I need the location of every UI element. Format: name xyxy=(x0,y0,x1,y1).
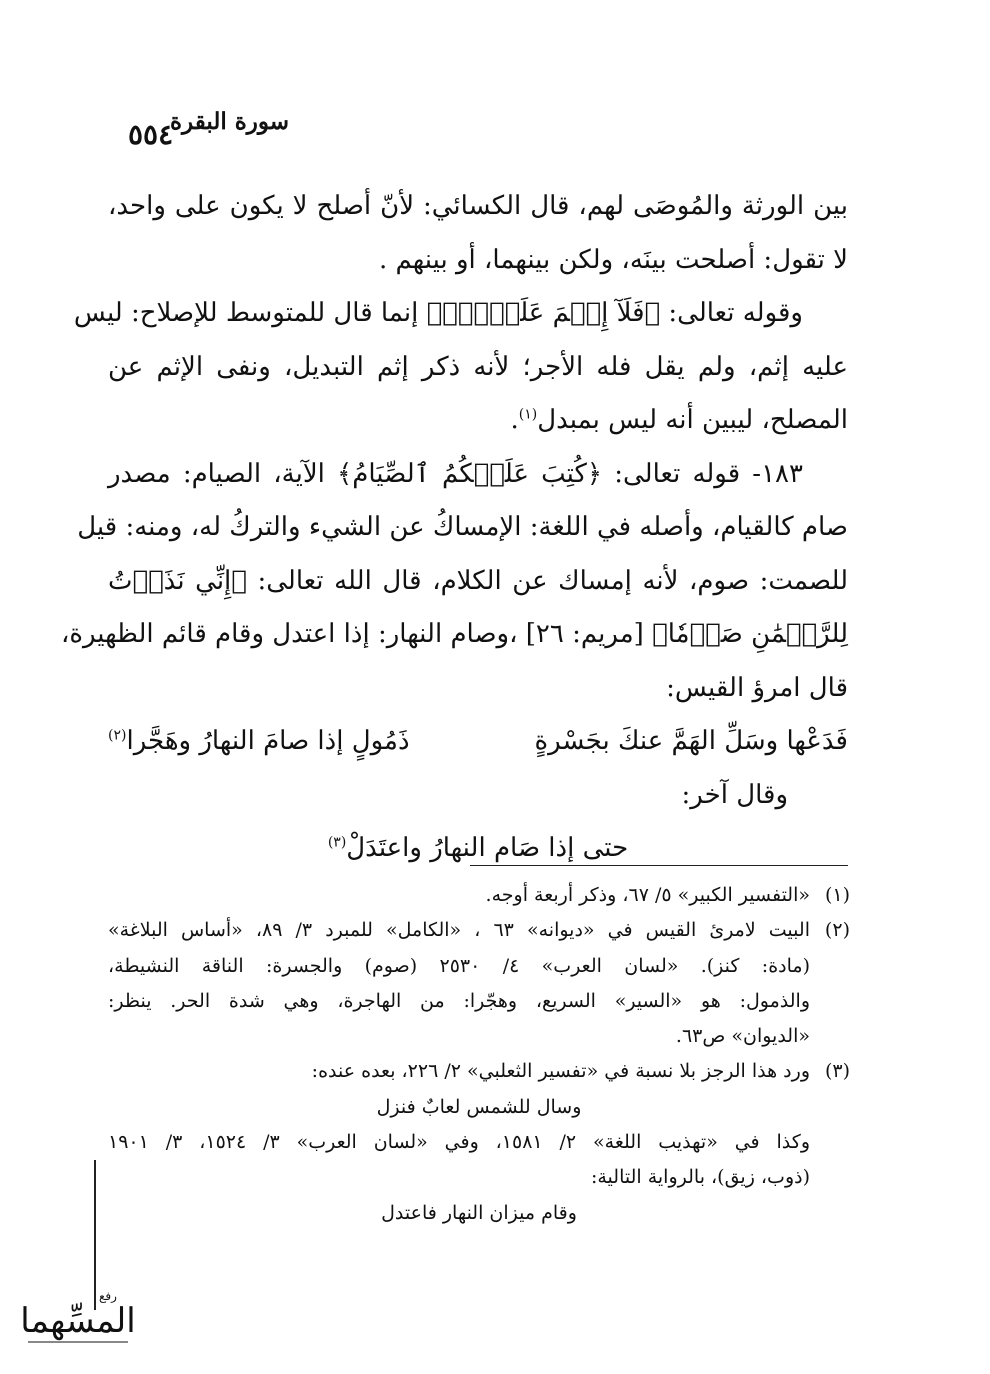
text-line: وقال آخر: xyxy=(681,779,788,810)
main-text xyxy=(60,180,848,876)
quran-quote: ﴿كُتِبَ عَلَيۡكُمُ ٱلصِّيَامُ﴾ xyxy=(337,458,603,489)
footnote-verse: وسال للشمس لعابٌ فنزل xyxy=(376,1095,582,1118)
library-stamp-logo xyxy=(8,1280,148,1360)
text-line: وقوله تعالى: ﴿فَلَآ إِثۡمَ عَلَيۡهِۚ﴾ إنما قال للمتوسط للإصلاح: ليس xyxy=(73,298,803,328)
poetry-verse xyxy=(108,715,848,769)
verse-hemistich-left: ذَمُولٍ إذا صامَ النهارُ وهَجَّرا xyxy=(126,726,410,756)
footnote-ref: (١) xyxy=(518,406,538,423)
text-line: قال امرؤ القيس: xyxy=(666,672,848,703)
text-line: للصمت: صوم، لأنه إمساك عن الكلام، قال الله تعالى: ﴿إِنِّي نَذَرۡتُ xyxy=(108,565,848,596)
footnote: (٢)البيت لامرئ القيس في «ديوانه» ٦٣ ، «الكامل» للمبرد ٣/ ٨٩، «أساس البلاغة» xyxy=(108,919,850,942)
text-line: المصلح، ليبين أنه ليس بمبدل$^{(١)}$. xyxy=(510,405,848,435)
footnote: (١)«التفسير الكبير» ٥/ ٦٧، وذكر أربعة أوجه. xyxy=(485,884,850,906)
footnote-ref: (٣) xyxy=(327,834,347,851)
footnote: (٣)ورد هذا الرجز بلا نسبة في «تفسير الثعلبي» ٢/ ٢٢٦، بعده عنده: xyxy=(311,1060,850,1083)
quran-quote: لِلرَّحۡمَٰنِ صَوۡمٗا﴾ xyxy=(652,619,848,649)
svg-text:رفع: رفع xyxy=(99,1289,117,1303)
surah-title: سورة البقرة xyxy=(170,108,290,135)
footnote-divider xyxy=(470,865,848,866)
footnote-line: وكذا في «تهذيب اللغة» ٢/ ١٥٨١، وفي «لسان العرب» ٣/ ١٥٢٤، ٣/ ١٩٠١ xyxy=(108,1131,810,1154)
poetry-verse: حتى إذا صَام النهارُ واعتَدَلْ$^{(٣)}$ xyxy=(327,833,629,863)
svg-text:المسِّهما: المسِّهما xyxy=(20,1301,136,1341)
footnote-line: والذمول: هو «السير» السريع، وهجّرا: من الهاجرة، وهي شدة الحر. ينظر: xyxy=(108,989,810,1012)
text-line: ١٨٣- قوله تعالى: ﴿كُتِبَ عَلَيۡكُمُ ٱلصِّيَامُ﴾ الآية، الصيام: مصدر xyxy=(108,458,803,489)
text-line: صام كالقيام، وأصله في اللغة: الإمساكُ عن الشيء والتركُ له، ومنه: قيل xyxy=(77,512,848,542)
page-number: ٥٥٤ xyxy=(128,118,174,151)
text-line: لا تقول: أصلحت بينَه، ولكن بينهما، أو بينهم . xyxy=(378,244,848,275)
footnote-line: (مادة: كنز). «لسان العرب» ٤/ ٢٥٣٠ (صوم) والجسرة: الناقة النشيطة، xyxy=(108,954,810,977)
footnote-verse: وقام ميزان النهار فاعتدل xyxy=(381,1201,577,1224)
text-line: عليه إثم، ولم يقل فله الأجر؛ لأنه ذكر إثم التبديل، ونفى الإثم عن xyxy=(108,351,848,382)
quran-quote: ﴿إِنِّي نَذَرۡتُ xyxy=(108,565,247,596)
footnote-ref: (٢) xyxy=(108,727,127,744)
text-line: لِلرَّحۡمَٰنِ صَوۡمٗا﴾ [مريم: ٢٦] ،وصام النهار: إذا اعتدل وقام قائم الظهيرة، xyxy=(60,619,848,649)
quran-quote: ﴿فَلَآ إِثۡمَ عَلَيۡهِۚ﴾ xyxy=(426,298,661,328)
verse-hemistich-right: فَدَعْها وسَلِّ الهَمَّ عنكَ بجَسْرةٍ xyxy=(534,726,848,756)
footnotes xyxy=(108,878,850,1231)
footnote-line: (ذوب، زيق)، بالرواية التالية: xyxy=(590,1166,810,1189)
text-line: بين الورثة والمُوصَى لهم، قال الكسائي: لأنّ أصلح لا يكون على واحد، xyxy=(108,191,848,221)
footnote-line: «الديوان» ص٦٣. xyxy=(675,1025,810,1048)
